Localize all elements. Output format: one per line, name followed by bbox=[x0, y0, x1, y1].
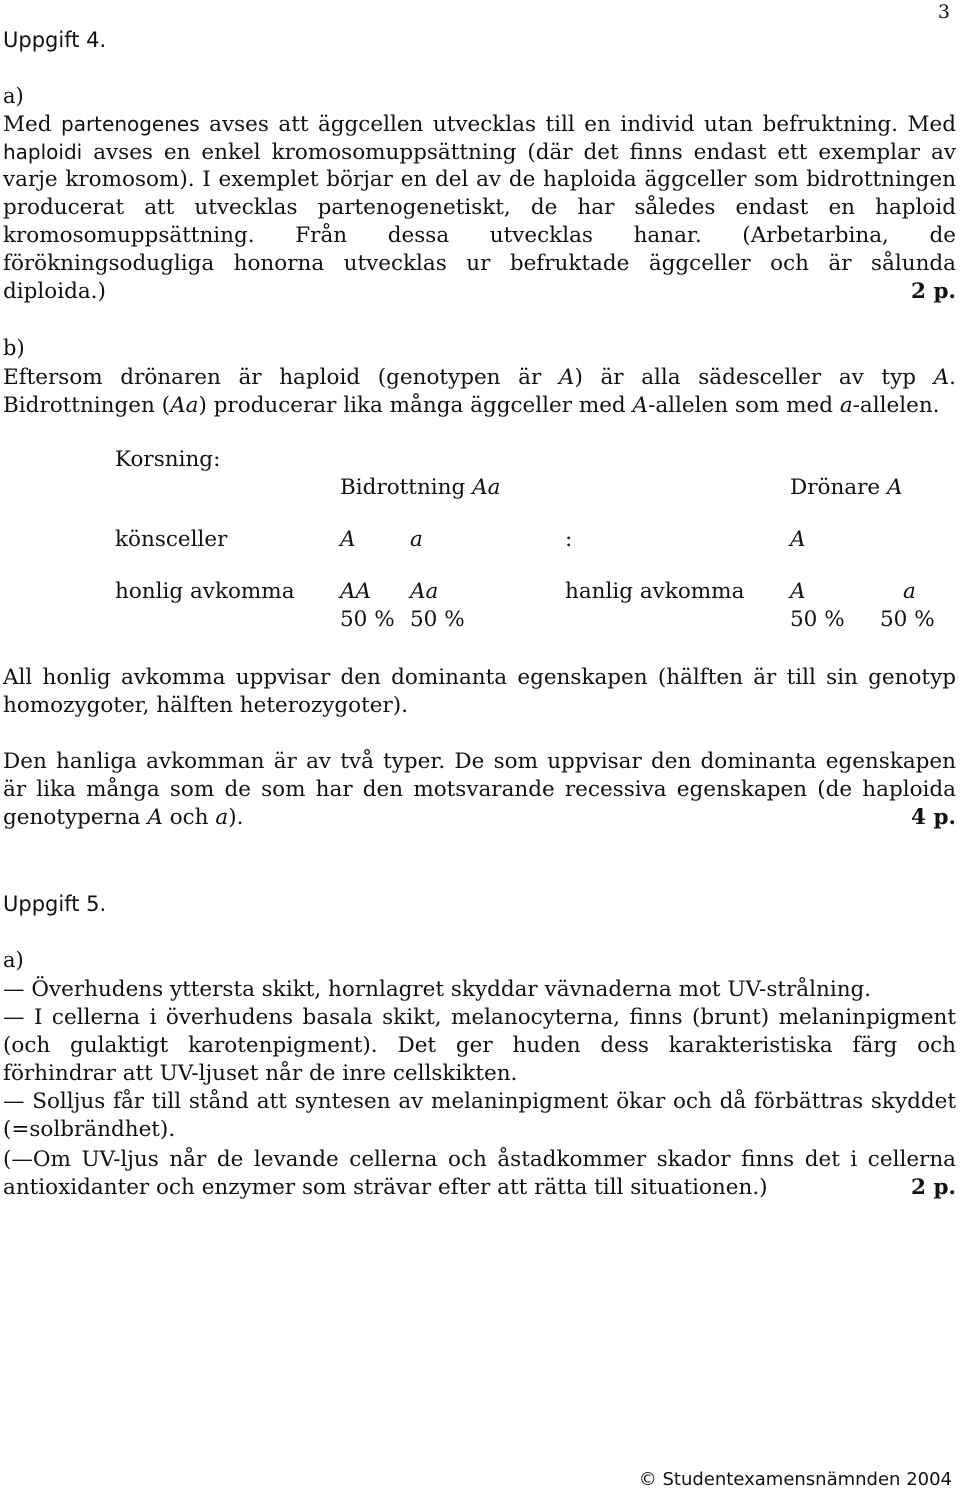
u5-line-4: förhindrar att UV-ljuset når de inre cellskikten. bbox=[3, 1061, 518, 1086]
female-pct-2: 50 % bbox=[410, 607, 465, 632]
u4-b-line-2: Bidrottningen (Aa) producerar lika många äggceller med A-allelen som med a-allelen. bbox=[3, 393, 940, 418]
u4-d-points: 4 p. bbox=[911, 805, 956, 830]
task-5-heading: Uppgift 5. bbox=[3, 892, 107, 916]
cross-separator: : bbox=[565, 527, 573, 552]
task-4-heading: Uppgift 4. bbox=[3, 28, 107, 52]
part-b-label: b) bbox=[3, 336, 25, 360]
drone-gamete: A bbox=[790, 527, 806, 552]
u4-a-last-line: diploida.) 2 p. bbox=[3, 279, 956, 304]
queen-gamete-1: A bbox=[340, 527, 356, 552]
cross-label: Korsning: bbox=[115, 447, 221, 472]
page-number: 3 bbox=[937, 1, 950, 23]
female-pct-1: 50 % bbox=[340, 607, 395, 632]
u4-a-line-6: förökningsodugliga honorna utvecklas ur befruktade äggceller och är sålunda bbox=[3, 251, 956, 276]
u4-c-last-line: homozygoter, hälften heterozygoter). bbox=[3, 693, 408, 718]
female-offspring-label: honlig avkomma bbox=[115, 579, 295, 604]
u4-b-line-1: Eftersom drönaren är haploid (genotypen är A) är alla sädesceller av typ A. bbox=[3, 365, 957, 390]
u4-a-line-1: Med partenogenes avses att äggcellen utvecklas till en individ utan befruktning. Med bbox=[3, 112, 956, 137]
u4-a-line-3: varje kromosom). I exemplet börjar en del av de haploida äggceller som bidrottningen bbox=[3, 167, 956, 192]
drone-heading: Drönare A bbox=[790, 475, 903, 500]
u5-line-2: — I cellerna i överhudens basala skikt, melanocyterna, finns (brunt) melaninpigment bbox=[3, 1005, 956, 1030]
u5-last-line: antioxidanter och enzymer som strävar efter att rätta till situationen.) 2 p. bbox=[3, 1175, 956, 1200]
u4-d-last-line: genotyperna A och a). 4 p. bbox=[3, 805, 956, 830]
u4-c-line-1: All honlig avkomma uppvisar den dominanta egenskapen (hälften är till sin genotyp bbox=[3, 665, 956, 690]
queen-heading: Bidrottning Aa bbox=[340, 475, 501, 500]
u4-d-line-1: Den hanliga avkomman är av två typer. De som uppvisar den dominanta egenskapen bbox=[3, 749, 956, 774]
u5-line-5: — Solljus får till stånd att syntesen av melaninpigment ökar och då förbättras skyddet bbox=[3, 1089, 956, 1114]
u5-line-1: — Överhudens yttersta skikt, hornlagret skyddar vävnaderna mot UV-strålning. bbox=[3, 977, 872, 1002]
u4-a-line-2: haploidi avses en enkel kromosomuppsättning (där det finns endast ett exemplar av bbox=[3, 140, 956, 165]
u4-a-line-5: kromosomuppsättning. Från dessa utvecklas hanar. (Arbetarbina, de bbox=[3, 223, 956, 248]
gametes-label: könsceller bbox=[115, 527, 228, 552]
u5-line-6: (=solbrändhet). bbox=[3, 1117, 176, 1142]
part-a-label: a) bbox=[3, 84, 24, 108]
male-genotype-1: A bbox=[790, 579, 806, 604]
male-pct-1: 50 % bbox=[790, 607, 845, 632]
female-genotype-2: Aa bbox=[410, 579, 439, 604]
male-offspring-label: hanlig avkomma bbox=[565, 579, 745, 604]
female-genotype-1: AA bbox=[340, 579, 372, 604]
u5-line-3: (och gulaktigt karotenpigment). Det ger huden dess karakteristiska färg och bbox=[3, 1033, 956, 1058]
u5-points: 2 p. bbox=[911, 1175, 956, 1200]
male-pct-2: 50 % bbox=[880, 607, 935, 632]
u5-part-a-label: a) bbox=[3, 948, 24, 972]
queen-gamete-2: a bbox=[410, 527, 423, 552]
u4-a-line-4: producerat att utvecklas partenogenetiskt, de har således endast en haploid bbox=[3, 195, 956, 220]
copyright-footer: © Studentexamensnämnden 2004 bbox=[638, 1469, 952, 1490]
u5-line-7: (—Om UV-ljus når de levande cellerna och åstadkommer skador finns det i cellerna bbox=[3, 1147, 956, 1172]
u4-a-points: 2 p. bbox=[911, 279, 956, 304]
male-genotype-2: a bbox=[903, 579, 916, 604]
u4-d-line-2: är lika många som de som har den motsvarande recessiva egenskapen (de haploida bbox=[3, 777, 956, 802]
